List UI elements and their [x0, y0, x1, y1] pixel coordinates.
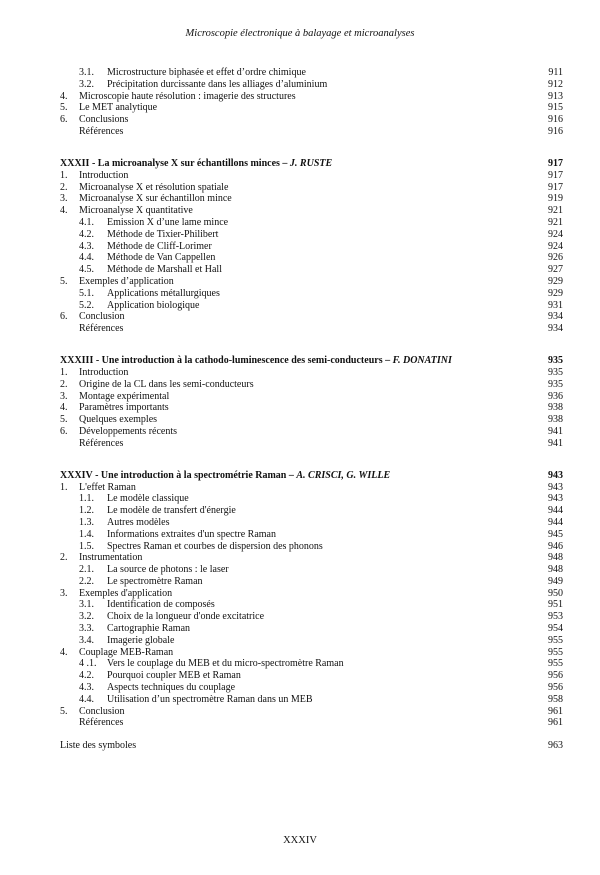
entry-title: Aspects techniques du couplage — [107, 682, 236, 694]
toc-entry — [60, 599, 563, 611]
entry-title: Méthode de Marshall et Hall — [107, 264, 222, 276]
entry-number: 5. — [60, 102, 68, 114]
toc-entry — [60, 182, 563, 194]
entry-title: Application biologique — [107, 299, 200, 311]
entry-page: 948 — [548, 564, 563, 576]
table-of-contents — [60, 67, 563, 752]
chapter-title: XXXIV - Une introduction à la spectrométrie Raman – — [60, 469, 297, 481]
entry-number: 1. — [60, 169, 68, 181]
entry-page: 934 — [548, 311, 563, 323]
toc-entry — [60, 426, 563, 438]
entry-page: 946 — [548, 540, 563, 552]
toc-entry — [60, 623, 563, 635]
entry-title: Exemples d’application — [79, 275, 174, 287]
toc-entry — [60, 170, 563, 182]
toc-entry — [60, 91, 563, 103]
references-entry — [60, 126, 563, 138]
entry-number: 1.4. — [79, 528, 94, 540]
toc-entry — [60, 241, 563, 253]
toc-entry — [60, 670, 563, 682]
entry-title: Pourquoi coupler MEB et Raman — [107, 670, 241, 682]
entry-page: 929 — [548, 287, 563, 299]
toc-entry — [60, 367, 563, 379]
toc-entry — [60, 217, 563, 229]
entry-number: 4.3. — [79, 682, 94, 694]
entry-page: 956 — [548, 682, 563, 694]
entry-title: Précipitation durcissante dans les alliages d’aluminium — [107, 78, 328, 90]
entry-page: 943 — [548, 481, 563, 493]
toc-entry — [60, 414, 563, 426]
entry-page: 924 — [548, 228, 563, 240]
toc-entry — [60, 564, 563, 576]
entry-number: 3. — [60, 587, 68, 599]
chapter-heading — [60, 355, 563, 367]
entry-number: 2. — [60, 378, 68, 390]
toc-entry — [60, 391, 563, 403]
entry-title: Le modèle classique — [107, 493, 189, 505]
entry-page: 926 — [548, 252, 563, 264]
references-entry — [60, 717, 563, 729]
symbols-entry — [60, 740, 563, 752]
entry-title: Paramètres importants — [79, 402, 169, 414]
entry-title: Le MET analytique — [79, 102, 158, 114]
entry-page: 912 — [548, 78, 563, 90]
entry-title: Emission X d’une lame mince — [107, 216, 229, 228]
entry-page: 956 — [548, 670, 563, 682]
entry-page: 944 — [548, 516, 563, 528]
entry-title: Conclusion — [79, 311, 125, 323]
entry-number: 4.2. — [79, 228, 94, 240]
entry-number: 3.4. — [79, 634, 94, 646]
entry-page: 949 — [548, 575, 563, 587]
entry-title: Le modèle de transfert d'énergie — [107, 505, 236, 517]
toc-entry — [60, 311, 563, 323]
toc-entry — [60, 529, 563, 541]
entry-title: Liste des symboles — [60, 740, 137, 752]
entry-title: Introduction — [79, 366, 129, 378]
toc-entry — [60, 482, 563, 494]
toc-entry — [60, 682, 563, 694]
entry-number: 4. — [60, 90, 68, 102]
entry-page: 935 — [548, 378, 563, 390]
entry-title: Quelques exemples — [79, 414, 158, 426]
entry-number: 4.4. — [79, 252, 94, 264]
toc-entry — [60, 647, 563, 659]
toc-entry — [60, 658, 563, 670]
toc-entry — [60, 300, 563, 312]
entry-page: 936 — [548, 390, 563, 402]
entry-number: 4.2. — [79, 670, 94, 682]
entry-number: 1.3. — [79, 516, 94, 528]
entry-page: 931 — [548, 299, 563, 311]
entry-page: 951 — [548, 599, 563, 611]
chapter-page: 943 — [548, 469, 563, 481]
chapter-title: XXXII - La microanalyse X sur échantillons minces – — [60, 157, 290, 169]
entry-title: Autres modèles — [107, 516, 170, 528]
entry-title: Introduction — [79, 169, 129, 181]
entry-number: 4.4. — [79, 693, 94, 705]
entry-number: 5. — [60, 414, 68, 426]
toc-entry — [60, 67, 563, 79]
entry-number: 4 .1. — [79, 658, 97, 670]
entry-title: Informations extraites d'un spectre Raman — [107, 528, 276, 540]
entry-title: Microscopie haute résolution : imagerie des structures — [79, 90, 296, 102]
entry-page: 938 — [548, 402, 563, 414]
entry-page: 934 — [548, 323, 563, 335]
entry-page: 921 — [548, 205, 563, 217]
entry-title: Instrumentation — [79, 552, 143, 564]
entry-page: 945 — [548, 528, 563, 540]
entry-number: 2.2. — [79, 575, 94, 587]
toc-entry — [60, 252, 563, 264]
toc-entry — [60, 229, 563, 241]
entry-number: 3. — [60, 193, 68, 205]
entry-title: L'effet Raman — [79, 481, 136, 493]
entry-number: 5.1. — [79, 287, 94, 299]
entry-page: 935 — [548, 366, 563, 378]
entry-title: Vers le couplage du MEB et du micro-spectromètre Raman — [107, 658, 344, 670]
entry-number: 1. — [60, 366, 68, 378]
entry-title: Conclusions — [79, 114, 129, 126]
entry-page: 954 — [548, 623, 563, 635]
entry-title: Le spectromètre Raman — [107, 575, 203, 587]
toc-entry — [60, 264, 563, 276]
entry-page: 913 — [548, 90, 563, 102]
references-entry — [60, 323, 563, 335]
entry-title: Microanalyse X sur échantillon mince — [79, 193, 232, 205]
entry-page: 955 — [548, 646, 563, 658]
toc-entry — [60, 576, 563, 588]
toc-entry — [60, 517, 563, 529]
entry-number: 4. — [60, 646, 68, 658]
entry-number: 1.2. — [79, 505, 94, 517]
entry-number: 3.3. — [79, 623, 94, 635]
entry-title: Microanalyse X quantitative — [79, 205, 193, 217]
entry-title: Méthode de Tixier-Philibert — [107, 228, 219, 240]
entry-number: 4.3. — [79, 240, 94, 252]
entry-page: 917 — [548, 169, 563, 181]
toc-entry — [60, 288, 563, 300]
entry-number: 3. — [60, 390, 68, 402]
entry-number: 4. — [60, 402, 68, 414]
entry-title: Microanalyse X et résolution spatiale — [79, 181, 229, 193]
entry-page: 953 — [548, 611, 563, 623]
chapter-author: F. DONATINI — [392, 354, 452, 366]
entry-page: 941 — [548, 437, 563, 449]
page-folio: XXXIV — [283, 835, 317, 846]
toc-entry — [60, 205, 563, 217]
entry-page: 944 — [548, 505, 563, 517]
toc-entry — [60, 694, 563, 706]
entry-title: Montage expérimental — [79, 390, 170, 402]
entry-page: 955 — [548, 658, 563, 670]
toc-entry — [60, 635, 563, 647]
entry-title: Imagerie globale — [107, 634, 175, 646]
entry-page: 927 — [548, 264, 563, 276]
entry-title: Choix de la longueur d'onde excitatrice — [107, 611, 265, 623]
entry-number: 5. — [60, 705, 68, 717]
toc-entry — [60, 276, 563, 288]
entry-title: Applications métallurgiques — [107, 287, 220, 299]
entry-page: 916 — [548, 114, 563, 126]
chapter-author: J. RUSTE — [289, 157, 333, 169]
entry-title: Couplage MEB-Raman — [79, 646, 174, 658]
toc-entry — [60, 114, 563, 126]
chapter-heading — [60, 158, 563, 170]
entry-title: Références — [79, 125, 124, 137]
entry-number: 3.1. — [79, 599, 94, 611]
entry-title: Méthode de Van Cappellen — [107, 252, 216, 264]
references-entry — [60, 438, 563, 450]
entry-title: Méthode de Cliff-Lorimer — [107, 240, 212, 252]
entry-page: 963 — [548, 740, 563, 752]
entry-title: Microstructure biphasée et effet d’ordre chimique — [107, 67, 306, 78]
entry-page: 950 — [548, 587, 563, 599]
toc-entry — [60, 102, 563, 114]
entry-page: 929 — [548, 275, 563, 287]
entry-number: 5.2. — [79, 299, 94, 311]
toc-entry — [60, 552, 563, 564]
entry-page: 919 — [548, 193, 563, 205]
entry-number: 6. — [60, 425, 68, 437]
entry-page: 958 — [548, 693, 563, 705]
entry-number: 1.1. — [79, 493, 94, 505]
toc-entry — [60, 402, 563, 414]
entry-page: 921 — [548, 216, 563, 228]
toc-entry — [60, 193, 563, 205]
entry-title: Origine de la CL dans les semi-conducteurs — [79, 378, 254, 390]
toc-entry — [60, 379, 563, 391]
entry-page: 961 — [548, 717, 563, 729]
toc-entry — [60, 79, 563, 91]
entry-page: 911 — [548, 67, 563, 78]
entry-page: 961 — [548, 705, 563, 717]
entry-number: 6. — [60, 114, 68, 126]
toc-entry — [60, 588, 563, 600]
toc-entry — [60, 541, 563, 553]
entry-title: Conclusion — [79, 705, 125, 717]
entry-title: Cartographie Raman — [107, 623, 191, 635]
entry-number: 2. — [60, 181, 68, 193]
entry-page: 915 — [548, 102, 563, 114]
chapter-heading — [60, 470, 563, 482]
entry-title: La source de photons : le laser — [107, 564, 229, 576]
entry-number: 3.2. — [79, 78, 94, 90]
chapter-author: A. CRISCI, G. WILLE — [296, 469, 391, 481]
entry-number: 4. — [60, 205, 68, 217]
entry-number: 4.5. — [79, 264, 94, 276]
entry-page: 955 — [548, 634, 563, 646]
toc-entry — [60, 706, 563, 718]
entry-page: 924 — [548, 240, 563, 252]
chapter-page: 917 — [548, 157, 563, 169]
entry-page: 943 — [548, 493, 563, 505]
entry-title: Utilisation d’un spectromètre Raman dans un MEB — [107, 693, 313, 705]
entry-page: 916 — [548, 125, 563, 137]
entry-number: 2.1. — [79, 564, 94, 576]
entry-page: 941 — [548, 425, 563, 437]
entry-number: 5. — [60, 275, 68, 287]
entry-title: Développements récents — [79, 425, 178, 437]
entry-number: 4.1. — [79, 216, 94, 228]
entry-number: 6. — [60, 311, 68, 323]
chapter-page: 935 — [548, 354, 563, 366]
entry-number: 3.1. — [79, 67, 94, 78]
entry-title: Références — [79, 323, 124, 335]
toc-entry — [60, 493, 563, 505]
entry-title: Références — [79, 437, 124, 449]
entry-page: 938 — [548, 414, 563, 426]
toc-entry — [60, 505, 563, 517]
entry-title: Références — [79, 717, 124, 729]
entry-page: 948 — [548, 552, 563, 564]
running-head: Microscopie électronique à balayage et microanalyses — [185, 28, 415, 39]
entry-number: 2. — [60, 552, 68, 564]
entry-number: 1.5. — [79, 540, 94, 552]
entry-number: 3.2. — [79, 611, 94, 623]
entry-title: Exemples d'application — [79, 587, 173, 599]
toc-entry — [60, 611, 563, 623]
chapter-title: XXXIII - Une introduction à la cathodo-luminescence des semi-conducteurs – — [60, 354, 393, 366]
entry-page: 917 — [548, 181, 563, 193]
entry-number: 1. — [60, 481, 68, 493]
entry-title: Identification de composés — [107, 599, 215, 611]
entry-title: Spectres Raman et courbes de dispersion des phonons — [107, 540, 323, 552]
